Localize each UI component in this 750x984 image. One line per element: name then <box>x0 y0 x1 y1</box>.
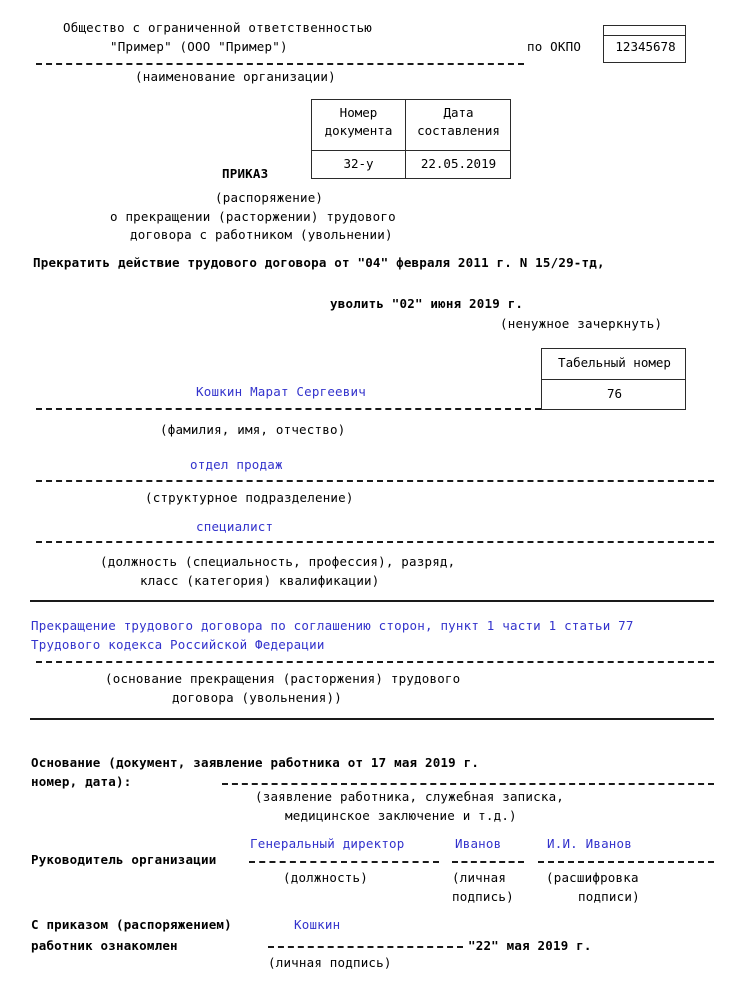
termination-reason-caption-line1: (основание прекращения (расторжения) трудового <box>105 671 461 686</box>
basis-caption-line2: медицинское заключение и т.д.) <box>285 808 517 823</box>
document-number-date-table <box>311 99 511 179</box>
column-header-number-line2: документа <box>324 123 393 138</box>
personnel-box-divider <box>542 379 685 380</box>
head-name-rule <box>538 861 714 863</box>
strike-out-note: (ненужное зачеркнуть) <box>500 316 663 331</box>
basis-label-line1: Основание (документ, заявление работника от 17 мая 2019 г. <box>31 755 480 770</box>
position-rule <box>36 541 714 543</box>
head-of-organization-label: Руководитель организации <box>31 852 217 867</box>
title-prikaz: ПРИКАЗ <box>222 166 269 181</box>
acknowledgement-label-line1: С приказом (распоряжением) <box>31 917 232 932</box>
head-position-rule <box>249 861 439 863</box>
caption-signature-line1: (личная <box>452 870 507 885</box>
organization-name-caption: (наименование организации) <box>135 69 336 84</box>
caption-decode-line1: (расшифровка <box>546 870 639 885</box>
caption-decode-line2: подписи) <box>578 889 640 904</box>
acknowledgement-caption: (личная подпись) <box>268 955 392 970</box>
okpo-value: 12345678 <box>615 39 676 54</box>
personnel-number-label: Табельный номер <box>558 355 671 370</box>
head-position-value: Генеральный директор <box>250 836 405 851</box>
organization-name-line2: "Пример" (ООО "Пример") <box>110 39 288 54</box>
okpo-label: по ОКПО <box>527 39 582 54</box>
document-date-value: 22.05.2019 <box>420 156 497 171</box>
document-number-value: 32-у <box>343 156 374 171</box>
organization-name-rule <box>36 63 524 65</box>
position-value: специалист <box>196 519 274 534</box>
title-subject-line2: договора с работником (увольнении) <box>130 227 393 242</box>
column-header-number-line1: Номер <box>339 105 378 120</box>
personnel-number-value: 76 <box>606 386 623 401</box>
head-signature-value: Иванов <box>455 836 502 851</box>
column-header-date-line2: составления <box>417 123 500 138</box>
caption-signature-line2: подпись) <box>452 889 514 904</box>
head-name-value: И.И. Иванов <box>547 836 632 851</box>
okpo-box-divider <box>604 35 685 36</box>
department-value: отдел продаж <box>190 457 283 472</box>
termination-reason-caption-line2: договора (увольнения)) <box>172 690 342 705</box>
basis-rule <box>222 783 714 785</box>
section-divider-rule-1 <box>30 600 714 602</box>
employee-full-name-rule <box>36 408 541 410</box>
acknowledgement-date: "22" мая 2019 г. <box>468 938 592 953</box>
title-subject-line1: о прекращении (расторжении) трудового <box>110 209 396 224</box>
organization-name-line1: Общество с ограниченной ответственностью <box>63 20 373 35</box>
basis-label-line2: номер, дата): <box>31 774 132 789</box>
table-header-divider <box>312 150 510 151</box>
basis-caption-line1: (заявление работника, служебная записка, <box>255 789 565 804</box>
employee-full-name-caption: (фамилия, имя, отчество) <box>160 422 346 437</box>
title-rasporyazhenie: (распоряжение) <box>215 190 324 205</box>
column-header-date-line1: Дата <box>443 105 474 120</box>
personnel-number-box <box>541 348 686 410</box>
caption-position: (должность) <box>283 870 368 885</box>
termination-reason-rule <box>36 661 714 663</box>
terminate-contract-line: Прекратить действие трудового договора от "04" февраля 2011 г. N 15/29-тд, <box>33 255 605 270</box>
employee-full-name-value: Кошкин Марат Сергеевич <box>196 384 366 399</box>
okpo-box <box>603 25 686 63</box>
department-rule <box>36 480 714 482</box>
acknowledgement-signature-value: Кошкин <box>294 917 341 932</box>
acknowledgement-label-line2: работник ознакомлен <box>31 938 178 953</box>
position-caption-line1: (должность (специальность, профессия), разряд, <box>100 554 456 569</box>
head-signature-rule <box>452 861 524 863</box>
department-caption: (структурное подразделение) <box>145 490 354 505</box>
section-divider-rule-2 <box>30 718 714 720</box>
termination-reason-line1: Прекращение трудового договора по соглашению сторон, пункт 1 части 1 статьи 77 <box>31 618 634 633</box>
acknowledgement-signature-rule <box>268 946 463 948</box>
termination-reason-line2: Трудового кодекса Российской Федерации <box>31 637 325 652</box>
dismiss-date-line: уволить "02" июня 2019 г. <box>330 296 524 311</box>
position-caption-line2: класс (категория) квалификации) <box>140 573 380 588</box>
